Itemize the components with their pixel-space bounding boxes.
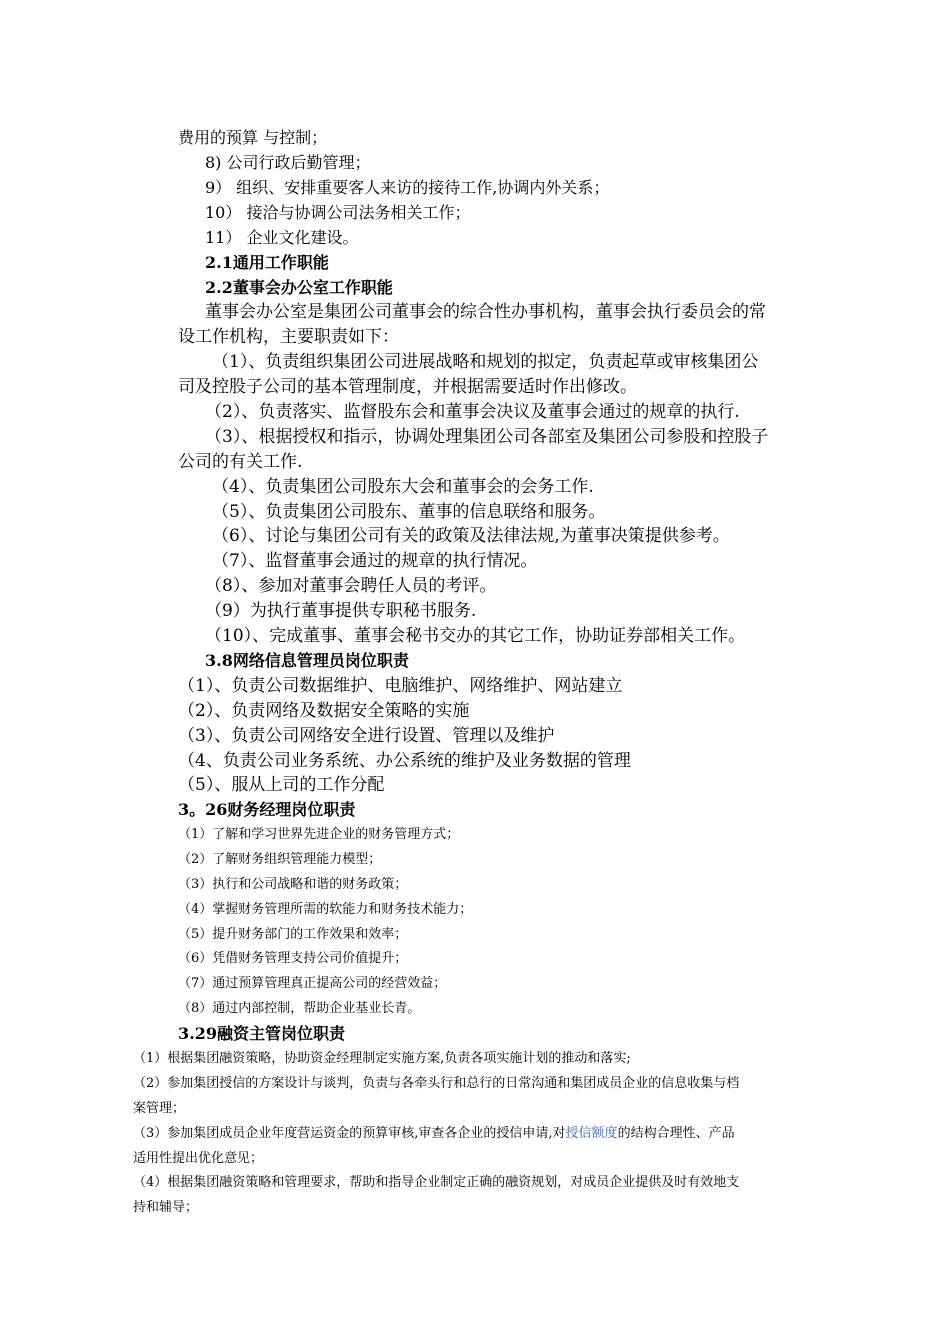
list-item: （2）了解财务组织管理能力模型； — [178, 852, 382, 867]
list-item: （4）掌握财务管理所需的软能力和财务技术能力； — [178, 902, 473, 917]
list-item: （10）、完成董事、董事会秘书交办的其它工作，协助证券部相关工作。 — [205, 626, 746, 646]
list-item: 适用性提出优化意见； — [133, 1151, 264, 1166]
list-item: 持和辅导； — [133, 1200, 199, 1215]
list-item: （3）、负责公司网络安全进行设置、管理以及维护 — [178, 726, 555, 746]
list-item: 案管理； — [133, 1101, 186, 1116]
list-item: （6）凭借财务管理支持公司价值提升； — [178, 951, 408, 966]
list-item: （5）、负责集团公司股东、董事的信息联络和服务。 — [212, 502, 606, 522]
list-item: （1）、负责组织集团公司进展战略和规划的拟定，负责起草或审核集团公 — [212, 352, 759, 372]
paragraph-line: 设工作机构，主要职责如下： — [178, 327, 399, 347]
list-item: 10） 接洽与协调公司法务相关工作； — [205, 203, 471, 222]
list-item: （1）根据集团融资策略，协助资金经理制定实施方案,负责各项实施计划的推动和落实; — [133, 1051, 631, 1066]
list-item: 8) 公司行政后勤管理； — [205, 153, 371, 172]
list-item: （4、负责公司业务系统、办公系统的维护及业务数据的管理 — [178, 751, 631, 771]
list-item: （2）、负责网络及数据安全策略的实施 — [178, 701, 470, 721]
section-heading: 2.1通用工作职能 — [205, 253, 329, 272]
list-item: （5）、服从上司的工作分配 — [178, 775, 385, 795]
list-item: （1）了解和学习世界先进企业的财务管理方式； — [178, 827, 460, 842]
list-item: （1）、负责公司数据维护、电脑维护、网络维护、网站建立 — [178, 676, 623, 696]
list-item: （4）根据集团融资策略和管理要求，帮助和指导企业制定正确的融资规划，对成员企业提供及时有效地支 — [133, 1175, 740, 1190]
list-item: （3）执行和公司战略和谐的财务政策； — [178, 877, 408, 892]
section-heading: 3.29融资主管岗位职责 — [178, 1024, 345, 1043]
list-item: 司及控股子公司的基本管理制度，并根据需要适时作出修改。 — [178, 377, 637, 397]
section-heading: 2.2董事会办公室工作职能 — [205, 278, 393, 297]
list-item: （9）为执行董事提供专职秘书服务. — [205, 601, 477, 621]
list-item-text: （3）参加集团成员企业年度营运资金的预算审核,审查各企业的授信申请,对 — [133, 1126, 566, 1141]
list-item: （7）、监督董事会通过的规章的执行情况。 — [212, 551, 538, 571]
list-item: 9） 组织、安排重要客人来访的接待工作,协调内外关系； — [205, 178, 610, 197]
list-item: （3）、根据授权和指示，协调处理集团公司各部室及集团公司参股和控股子 — [205, 427, 769, 447]
list-item: （7）通过预算管理真正提高公司的经营效益； — [178, 976, 447, 991]
list-item: （2）、负责落实、监督股东会和董事会决议及董事会通过的规章的执行. — [205, 402, 740, 422]
list-item: （8）、参加对董事会聘任人员的考评。 — [205, 576, 497, 596]
section-heading: 3.8网络信息管理员岗位职责 — [205, 651, 409, 670]
section-heading: 3。26财务经理岗位职责 — [178, 800, 356, 819]
list-item: （5）提升财务部门的工作效果和效率； — [178, 927, 408, 942]
list-item-text: 的结构合理性、产品 — [617, 1126, 735, 1141]
paragraph-line: 董事会办公室是集团公司董事会的综合性办事机构，董事会执行委员会的常 — [205, 302, 766, 322]
list-item: （4）、负责集团公司股东大会和董事会的会务工作. — [212, 477, 594, 497]
list-item: （2）参加集团授信的方案设计与谈判，负责与各牵头行和总行的日常沟通和集团成员企业的信息收集与档 — [133, 1076, 740, 1091]
list-item — [133, 1125, 735, 1143]
list-item: （6）、讨论与集团公司有关的政策及法律法规,为董事决策提供参考。 — [212, 526, 730, 546]
list-item: （8）通过内部控制，帮助企业基业长青。 — [178, 1001, 421, 1016]
list-item: 11） 企业文化建设。 — [205, 228, 359, 247]
list-item: 公司的有关工作. — [178, 452, 303, 472]
credit-limit-link[interactable]: 授信额度 — [565, 1126, 618, 1141]
text-line: 费用的预算 与控制； — [178, 128, 328, 147]
